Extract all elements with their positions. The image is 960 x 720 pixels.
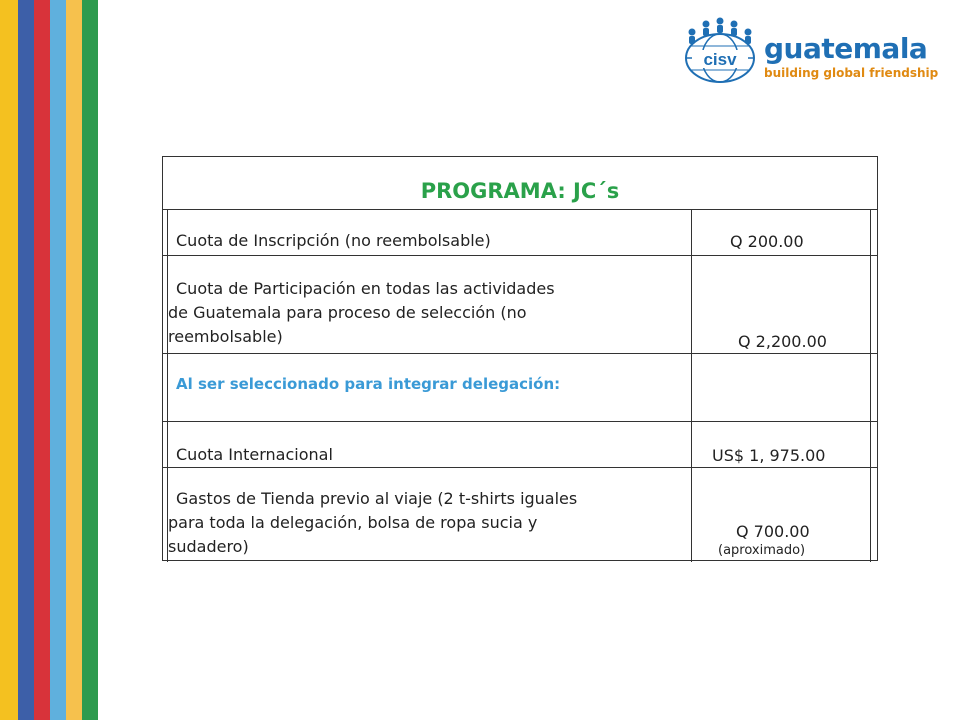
page-title: PROGRAMA: JC´s (420, 179, 620, 203)
table-row (163, 421, 877, 468)
fees-table (162, 156, 878, 561)
globe-people-emblem-icon (678, 14, 762, 86)
stripe-gold (66, 0, 82, 720)
row-label-line: Gastos de Tienda previo al viaje (2 t-shirts iguales (176, 489, 578, 508)
decorative-stripes (0, 0, 98, 720)
row-label: Cuota Internacional (176, 445, 333, 464)
cisv-guatemala-logo (676, 12, 939, 88)
row-amount: Q 2,200.00 (738, 332, 827, 351)
stripe-yellow (0, 0, 18, 720)
row-label-line: sudadero) (168, 537, 249, 556)
stripe-blue (18, 0, 34, 720)
delegation-subheading: Al ser seleccionado para integrar delegación: (176, 375, 561, 393)
stripe-red (34, 0, 50, 720)
row-label-line: de Guatemala para proceso de selección (no (168, 303, 527, 322)
row-label-line: Cuota de Participación en todas las actividades (176, 279, 555, 298)
table-row (163, 209, 877, 256)
table-title-row (163, 157, 877, 209)
row-amount: US$ 1, 975.00 (712, 446, 826, 465)
row-label-line: reembolsable) (168, 327, 283, 346)
logo-tagline: building global friendship (764, 66, 939, 80)
table-row (163, 467, 877, 562)
stripe-green (82, 0, 98, 720)
logo-emblem-text: cisv (703, 50, 737, 69)
table-row (163, 353, 877, 422)
row-amount: Q 700.00 (736, 522, 810, 541)
row-label: Cuota de Inscripción (no reembolsable) (176, 231, 491, 250)
table-row (163, 255, 877, 354)
row-label-line: para toda la delegación, bolsa de ropa sucia y (168, 513, 538, 532)
logo-wordmark: guatemala (764, 32, 928, 65)
row-amount: Q 200.00 (730, 232, 804, 251)
row-amount-note: (aproximado) (718, 543, 806, 558)
stripe-light-blue (50, 0, 66, 720)
